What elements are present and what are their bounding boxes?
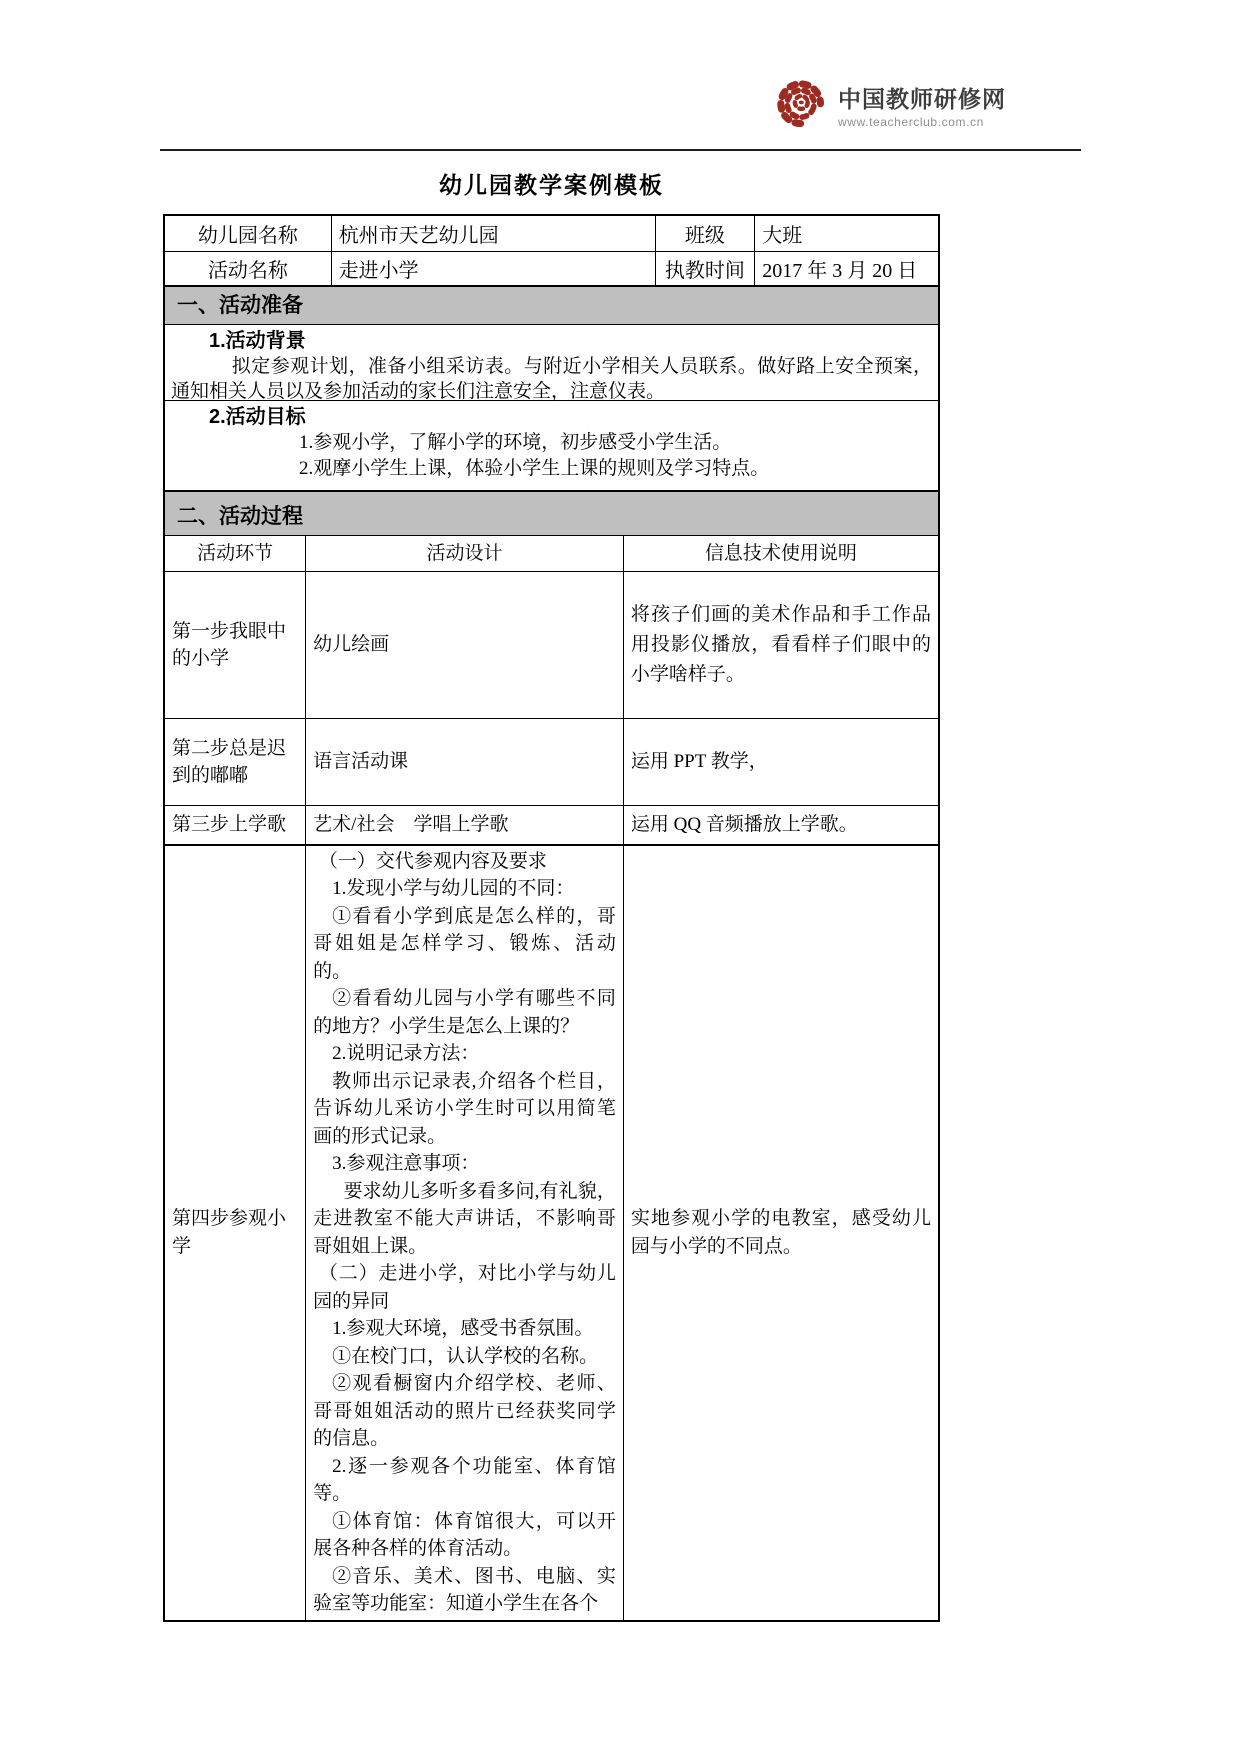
table-row: [165, 719, 938, 806]
tech-cell-3: 运用 QQ 音频播放上学歌。: [623, 806, 938, 845]
goal-item: 2.观摩小学生上课，体验小学生上课的规则及学习特点。: [299, 458, 770, 479]
design-cell-4: [306, 845, 624, 1620]
design-paragraph: 1.发现小学与幼儿园的不同：: [332, 878, 575, 899]
info-value-activity-name: 走进小学: [331, 251, 655, 286]
info-table: [165, 216, 938, 287]
design-paragraph: 2.逐一参观各个功能室、体育馆等。: [313, 1455, 616, 1504]
info-label-activity-name: 活动名称: [165, 251, 331, 286]
activity-background-section: [165, 325, 938, 401]
logo-name: 中国教师研修网: [838, 86, 1006, 112]
table-row: [165, 845, 938, 1620]
design-paragraph: ②音乐、美术、图书、电脑、实验室等功能室：知道小学生在各个: [313, 1565, 616, 1614]
design-paragraph: 要求幼儿多听多看多问,有礼貌，走进教室不能大声讲话，不影响哥哥姐姐上课。: [313, 1180, 616, 1257]
col-header-design: 活动设计: [306, 536, 624, 572]
info-value-kindergarten-name: 杭州市天艺幼儿园: [331, 216, 655, 251]
design-cell-2: 语言活动课: [306, 719, 624, 806]
col-header-tech: 信息技术使用说明: [623, 536, 938, 572]
logo-url: www.teacherclub.com.cn: [838, 115, 984, 129]
section2-header-band: 二、活动过程: [165, 492, 938, 536]
table-row: [165, 806, 938, 845]
info-value-teaching-time: 2017 年 3 月 20 日: [755, 251, 938, 286]
design-paragraph: ①在校门口，认认学校的名称。: [332, 1345, 599, 1367]
logo-text-block: [838, 81, 1006, 129]
step-cell-1: 第一步我眼中的小学: [165, 572, 306, 719]
design-cell-3: 艺术/社会 学唱上学歌: [306, 806, 624, 845]
tech-cell-2: 运用 PPT 教学，: [623, 719, 938, 806]
col-header-step: 活动环节: [165, 536, 306, 572]
design-paragraph: ①体育馆：体育馆很大，可以开展各种各样的体育活动。: [313, 1510, 616, 1559]
info-label-class: 班级: [655, 216, 755, 251]
table-row: [165, 572, 938, 719]
info-label-teaching-time: 执教时间: [655, 251, 755, 286]
page-title: 幼儿园教学案例模板: [439, 172, 664, 198]
design-paragraph: ②观看橱窗内介绍学校、老师、哥哥姐姐活动的照片已经获奖同学的信息。: [313, 1373, 616, 1449]
info-value-class: 大班: [755, 216, 938, 251]
design-paragraph: ②看看幼儿园与小学有哪些不同的地方？小学生是怎么上课的？: [313, 988, 616, 1037]
design-paragraph: 教师出示记录表,介绍各个栏目，告诉幼儿采访小学生时可以用简笔画的形式记录。: [313, 1070, 616, 1147]
design-paragraph: 2.说明记录方法：: [332, 1043, 480, 1064]
step-cell-3: 第三步上学歌: [165, 806, 306, 845]
design-paragraph: 1.参观大环境，感受书香氛围。: [332, 1318, 594, 1339]
case-template-table: [163, 214, 940, 1622]
design-paragraph: （二）走进小学，对比小学与幼儿园的异同: [313, 1263, 616, 1312]
step-cell-2: 第二步总是迟到的嘟嘟: [165, 719, 306, 806]
tech-cell-1: 将孩子们画的美术作品和手工作品用投影仪播放，看看样子们眼中的小学啥样子。: [623, 572, 938, 719]
logo-spiral-icon: [768, 72, 832, 138]
info-label-kindergarten-name: 幼儿园名称: [165, 216, 331, 251]
step-cell-4: 第四步参观小学: [165, 845, 306, 1620]
design-paragraph: 3.参观注意事项：: [332, 1153, 480, 1174]
process-table: [165, 536, 938, 1620]
design-cell-1: 幼儿绘画: [306, 572, 624, 719]
design-paragraph: （一）交代参观内容及要求: [318, 850, 547, 872]
header-divider: [160, 149, 1081, 151]
brand-logo: [768, 72, 1088, 138]
goal-item: 1.参观小学，了解小学的环境，初步感受小学生活。: [299, 432, 732, 453]
section1-header-band: 一、活动准备: [165, 287, 938, 325]
activity-goals-heading: 2.活动目标: [209, 406, 306, 428]
activity-background-heading: 1.活动背景: [209, 330, 306, 352]
tech-cell-4: 实地参观小学的电教室，感受幼儿园与小学的不同点。: [630, 1208, 931, 1257]
design-paragraph: ①看看小学到底是怎么样的，哥哥姐姐是怎样学习、锻炼、活动的。: [313, 905, 616, 982]
activity-goals-section: [165, 401, 938, 492]
activity-background-text: 拟定参观计划，准备小组采访表。与附近小学相关人员联系。做好路上安全预案，通知相关人员以及参加活动的家长们注意安全，注意仪表。: [171, 356, 932, 402]
